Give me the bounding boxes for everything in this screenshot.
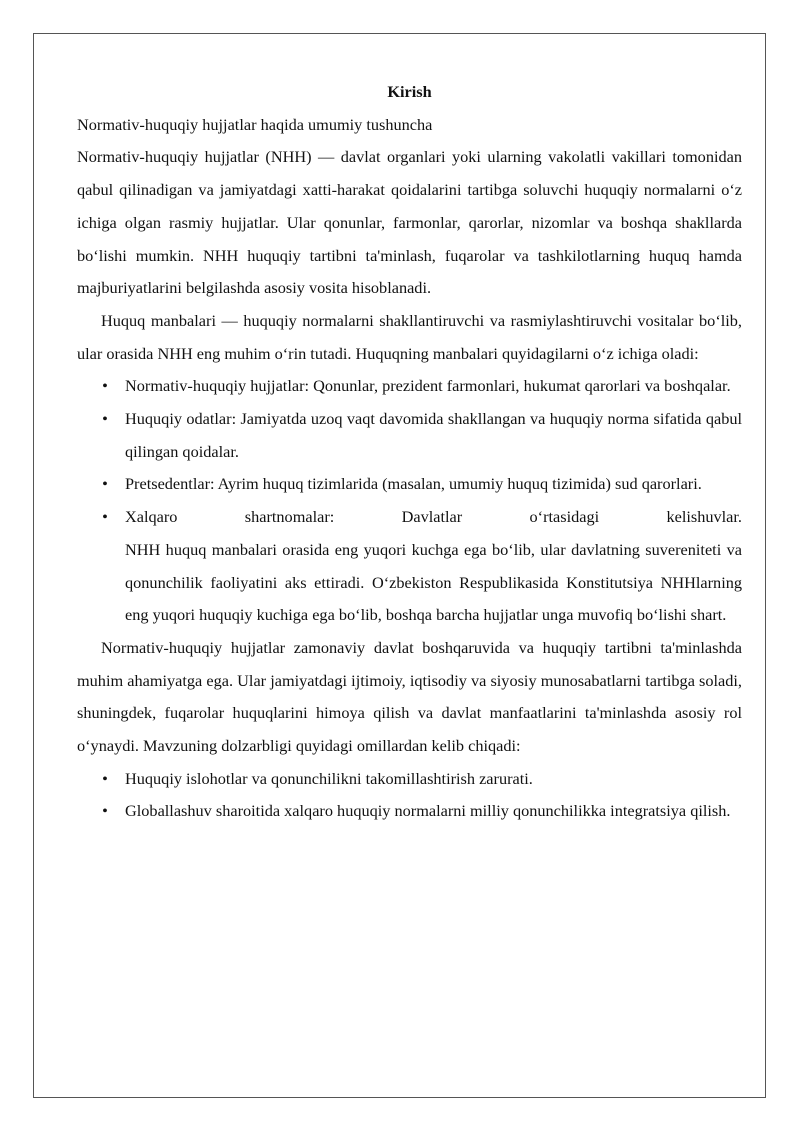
list-item-text: Xalqaro shartnomalar: Davlatlar o‘rtasidagi kelishuvlar. [125,507,742,527]
list-item [77,763,742,796]
list-item-text: Pretsedentlar: Ayrim huquq tizimlarida (masalan, umumiy huquq tizimida) sud qarorlari. [125,474,702,494]
bullet-icon: • [102,801,108,821]
bullet-icon: • [102,474,108,494]
list-item [77,795,742,828]
section-subtitle: Normativ-huquqiy hujjatlar haqida umumiy tushuncha [77,114,433,134]
list-item-continuation: NHH huquq manbalari orasida eng yuqori kuchga ega bo‘lib, ular davlatning suvereniteti va qonunchilik faoliyatini aks ettiradi. O‘zbekiston Respublikasida Konstitutsiya NHHlarning eng yuqori huquqiy kuchiga ega bo‘lib, boshqa barcha hujjatlar unga muvofiq bo‘lishi shart. [125,539,742,625]
list-item-text: Globallashuv sharoitida xalqaro huquqiy normalarni milliy qonunchilikka integratsiya qilish. [125,801,731,821]
list-item-text: Normativ-huquqiy hujjatlar: Qonunlar, prezident farmonlari, hukumat qarorlari va boshqalar. [125,376,731,396]
bullet-icon: • [102,376,108,396]
list-item [77,370,742,403]
document-body [77,76,742,828]
sources-list [77,370,742,632]
list-item [77,403,742,468]
list-item [77,501,742,632]
paragraph-1: Normativ-huquqiy hujjatlar (NHH) — davlat organlari yoki ularning vakolatli vakillari tomonidan qabul qilinadigan va jamiyatdagi xatti-harakat qoidalarini tartibga soluvchi huquqiy normalarni o‘z ichiga olgan rasmiy hujjatlar. Ular qonunlar, farmonlar, qarorlar, nizomlar va boshqa shakllarda bo‘lishi mumkin. NHH huquqiy tartibni ta'minlash, fuqarolar va tashkilotlarning huquq hamda majburiyatlarini belgilashda asosiy vosita hisoblanadi. [77,147,742,298]
list-item-text: Huquqiy odatlar: Jamiyatda uzoq vaqt davomida shakllangan va huquqiy norma sifatida qabul qilingan qoidalar. [125,409,742,461]
bullet-icon: • [102,409,108,429]
bullet-icon: • [102,768,108,788]
paragraph-2: Huquq manbalari — huquqiy normalarni shakllantiruvchi va rasmiylashtiruvchi vositalar bo‘lib, ular orasida NHH eng muhim o‘rin tutadi. Huquqning manbalari quyidagilarni o‘z ichiga oladi: [77,310,742,363]
relevance-list [77,763,742,828]
list-item [77,468,742,501]
bullet-icon: • [102,507,108,527]
list-item-text: Huquqiy islohotlar va qonunchilikni takomillashtirish zarurati. [125,768,533,788]
document-title: Kirish [387,82,432,101]
paragraph-3: Normativ-huquqiy hujjatlar zamonaviy davlat boshqaruvida va huquqiy tartibni ta'minlashda muhim ahamiyatga ega. Ular jamiyatdagi ijtimoiy, iqtisodiy va siyosiy munosabatlarni tartibga soladi, shuningdek, fuqarolar huquqlarini himoya qilish va davlat manfaatlarini ta'minlashda asosiy rol o‘ynaydi. Mavzuning dolzarbligi quyidagi omillardan kelib chiqadi: [77,637,742,756]
